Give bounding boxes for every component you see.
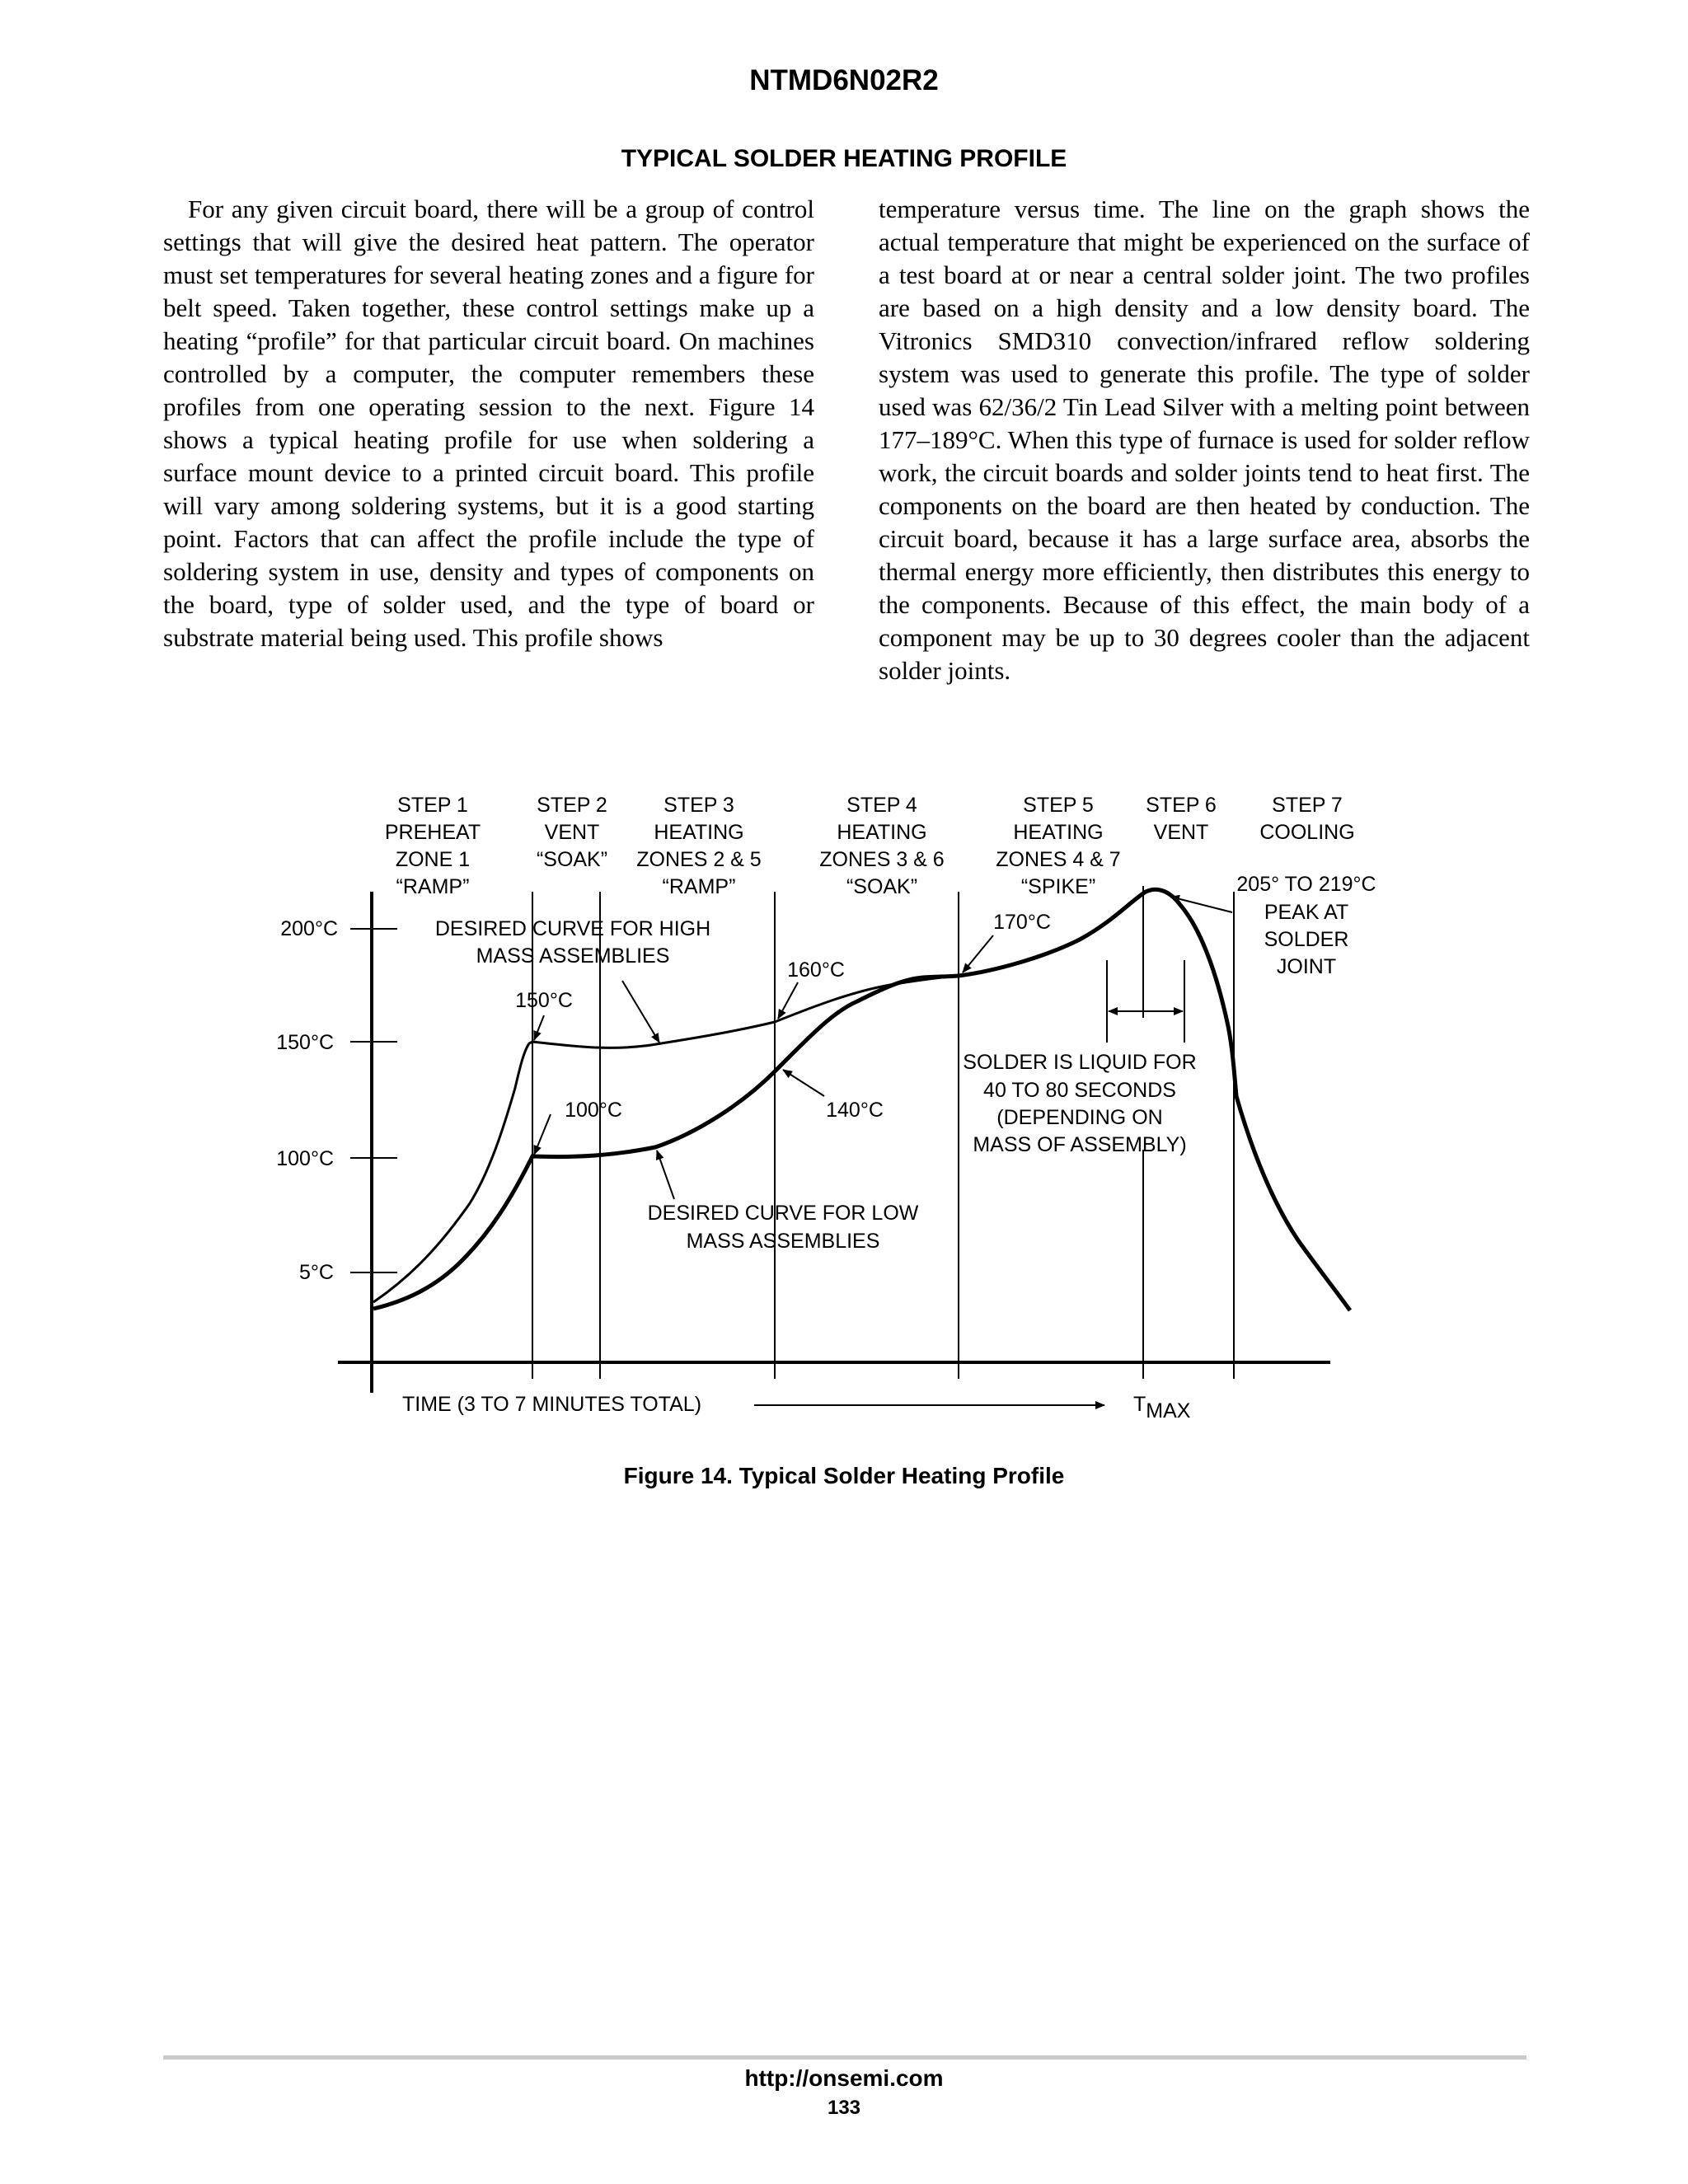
page-number: 133: [827, 2097, 861, 2119]
label-160c: 160°C: [787, 958, 845, 982]
label-170c: 170°C: [993, 911, 1051, 934]
step-labels: [385, 794, 1355, 898]
step-2-label-line-3: “SOAK”: [536, 848, 608, 871]
body-paragraph-right: temperature versus time. The line on the graph shows the actual temperature that might be experienced on the surface of a test board at or near a central solder joint. The two profiles are based on a high density and a low density board. The Vitronics SMD310 convection/infrared reflow soldering system was used to generate this profile. The type of solder used was 62/36/2 Tin Lead Silver with a melting point between 177–189°C. When this type of furnace is used for solder reflow work, the circuit boards and solder joints tend to heat first. The components on the board are then heated by conduction. The circuit board, because it has a large surface area, absorbs the thermal energy more efficiently, then distributes this energy to the components. Because of this effect, the main body of a component may be up to 30 degrees cooler than the adjacent solder joints.: [879, 194, 1530, 685]
step-1-label-line-3: ZONE 1: [395, 848, 471, 871]
step-6-label-line-2: VENT: [1153, 821, 1209, 844]
step-4-label-line-2: HEATING: [837, 821, 927, 844]
label-100c: 100°C: [565, 1099, 622, 1122]
step-3-label-line-1: STEP 3: [663, 794, 734, 817]
high-mass-label-line2: MASS ASSEMBLIES: [476, 944, 670, 968]
footer-rule: [163, 2055, 1526, 2060]
low-mass-label-line2: MASS ASSEMBLIES: [686, 1230, 880, 1253]
section-title: TYPICAL SOLDER HEATING PROFILE: [621, 145, 1067, 172]
liquid-label-line3: (DEPENDING ON: [996, 1106, 1163, 1129]
figure-caption: Figure 14. Typical Solder Heating Profile: [623, 1463, 1065, 1488]
liquid-label-line4: MASS OF ASSEMBLY): [973, 1133, 1187, 1156]
peak-label-line1: 205° TO 219°C: [1236, 873, 1376, 896]
step-7-label-line-1: STEP 7: [1272, 794, 1343, 817]
footer-url[interactable]: http://onsemi.com: [744, 2065, 944, 2091]
y-tick-label-5: 5°C: [299, 1261, 334, 1284]
step-1-label-line-4: “RAMP”: [396, 875, 470, 898]
step-1-label-line-1: STEP 1: [397, 794, 468, 817]
label-150c: 150°C: [515, 989, 573, 1012]
y-tick-label-150: 150°C: [276, 1031, 334, 1054]
high-mass-label-line1: DESIRED CURVE FOR HIGH: [434, 917, 711, 940]
leader-100c: [534, 1114, 551, 1155]
high-mass-leader: [622, 981, 659, 1043]
tmax-t: T: [1133, 1393, 1146, 1416]
peak-label-line4: JOINT: [1276, 955, 1337, 978]
part-number-title: NTMD6N02R2: [749, 64, 939, 96]
step-4-label-line-1: STEP 4: [846, 794, 917, 817]
step-7-label-line-2: COOLING: [1259, 821, 1355, 844]
step-5-label-line-2: HEATING: [1013, 821, 1104, 844]
step-6-label-line-1: STEP 6: [1146, 794, 1217, 817]
low-mass-label-line1: DESIRED CURVE FOR LOW: [647, 1202, 919, 1225]
liquid-label-line1: SOLDER IS LIQUID FOR: [963, 1051, 1197, 1074]
step-3-label-line-3: ZONES 2 & 5: [636, 848, 762, 871]
leader-140c: [783, 1070, 824, 1096]
tmax-label: [1133, 1393, 1191, 1422]
step-4-label-line-3: ZONES 3 & 6: [819, 848, 945, 871]
y-tick-label-100: 100°C: [276, 1147, 334, 1170]
liquid-label-line2: 40 TO 80 SECONDS: [983, 1079, 1176, 1102]
step-4-label-line-4: “SOAK”: [846, 875, 918, 898]
step-3-label-line-2: HEATING: [654, 821, 744, 844]
step-3-label-line-4: “RAMP”: [662, 875, 736, 898]
step-5-label-line-1: STEP 5: [1023, 794, 1094, 817]
peak-label-line3: SOLDER: [1264, 928, 1349, 951]
leader-150c: [534, 1015, 544, 1040]
step-1-label-line-2: PREHEAT: [384, 821, 481, 844]
step-2-label-line-1: STEP 2: [537, 794, 607, 817]
label-140c: 140°C: [826, 1099, 884, 1122]
step-2-label-line-2: VENT: [544, 821, 600, 844]
leader-170c: [963, 935, 993, 972]
tmax-subscript: MAX: [1146, 1399, 1191, 1422]
peak-label-line2: PEAK AT: [1264, 901, 1349, 924]
step-5-label-line-4: “SPIKE”: [1020, 875, 1096, 898]
y-tick-label-200: 200°C: [280, 917, 338, 940]
time-axis-label: TIME (3 TO 7 MINUTES TOTAL): [402, 1393, 702, 1416]
body-paragraph-left: For any given circuit board, there will be a group of control settings that will give the desired heat pattern. The operator must set temperatures for several heating zones and a figure for belt speed. Taken together, these control settings make up a heating “profile” for that particular circuit board. On machines controlled by a computer, the computer remembers these profiles from one operating session to the next. Figure 14 shows a typical heating profile for use when soldering a surface mount device to a printed circuit board. This profile will vary among soldering systems, but it is a good starting point. Factors that can affect the profile include the type of soldering system in use, density and types of components on the board, type of solder used, and the type of board or substrate material being used. This profile shows: [163, 194, 814, 652]
step-5-label-line-3: ZONES 4 & 7: [996, 848, 1121, 871]
low-mass-leader: [657, 1151, 674, 1199]
